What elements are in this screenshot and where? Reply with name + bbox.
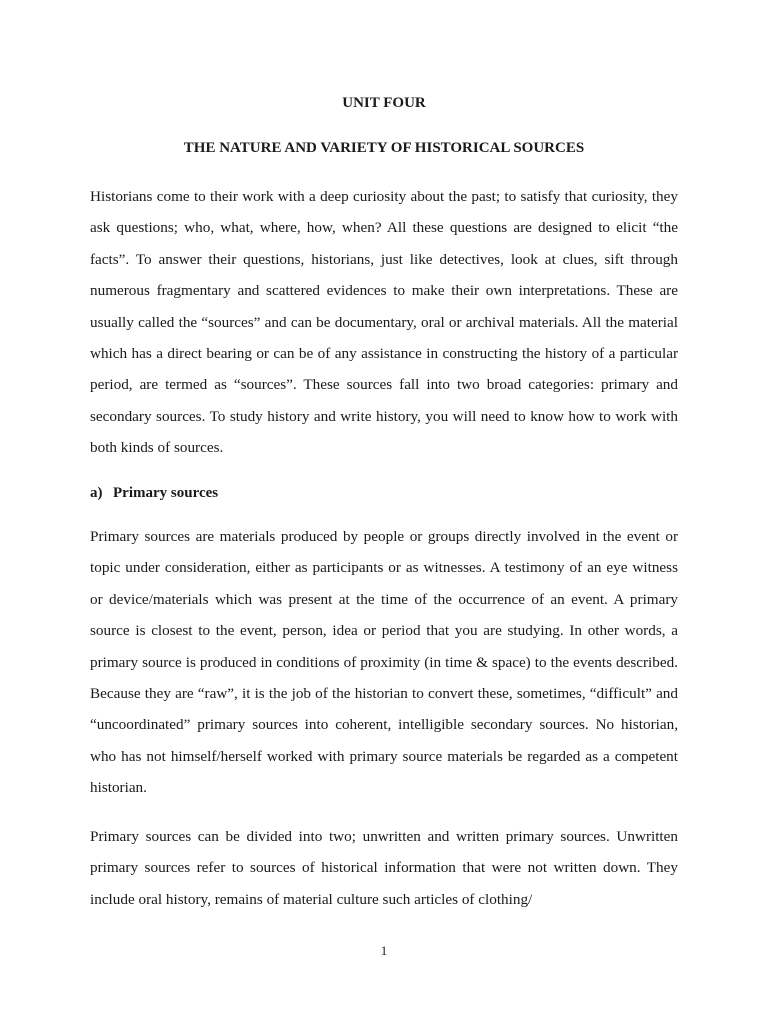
page-number: 1 xyxy=(380,943,388,958)
section-heading-text: Primary sources xyxy=(113,485,219,501)
chapter-title: THE NATURE AND VARIETY OF HISTORICAL SOURCES xyxy=(183,140,585,156)
section-heading-primary-sources xyxy=(90,483,218,503)
paragraph-primary-sources-types: Primary sources can be divided into two; unwritten and written primary sources. Unwritten primary sources refer to sources of historical information that were not written down. They include oral history, remains of material culture such articles of clothing/ xyxy=(90,828,678,908)
unit-title: UNIT FOUR xyxy=(342,95,426,111)
paragraph-introduction: Historians come to their work with a deep curiosity about the past; to satisfy that curiosity, they ask questions; who, what, where, how, when? All these questions are designed to elicit “the facts”. To answer their questions, historians, just like detectives, look at clues, sift through numerous fragmentary and scattered evidences to make their own interpretations. These are usually called the “sources” and can be documentary, oral or archival materials. All the material which has a direct bearing or can be of any assistance in constructing the history of a particular period, are termed as “sources”. These sources fall into two broad categories: primary and secondary sources. To study history and write history, you will need to know how to work with both kinds of sources. xyxy=(90,188,678,457)
section-marker: a) xyxy=(90,485,103,501)
paragraph-primary-sources-definition: Primary sources are materials produced by people or groups directly involved in the event or topic under consideration, either as participants or as witnesses. A testimony of an eye witness or device/materials which was present at the time of the occurrence of an event. A primary source is closest to the event, person, idea or period that you are studying. In other words, a primary source is produced in conditions of proximity (in time & space) to the events described. Because they are “raw”, it is the job of the historian to convert these, sometimes, “difficult” and “uncoordinated” primary sources into coherent, intelligible secondary sources. No historian, who has not himself/herself worked with primary source materials be regarded as a competent historian. xyxy=(90,528,678,797)
